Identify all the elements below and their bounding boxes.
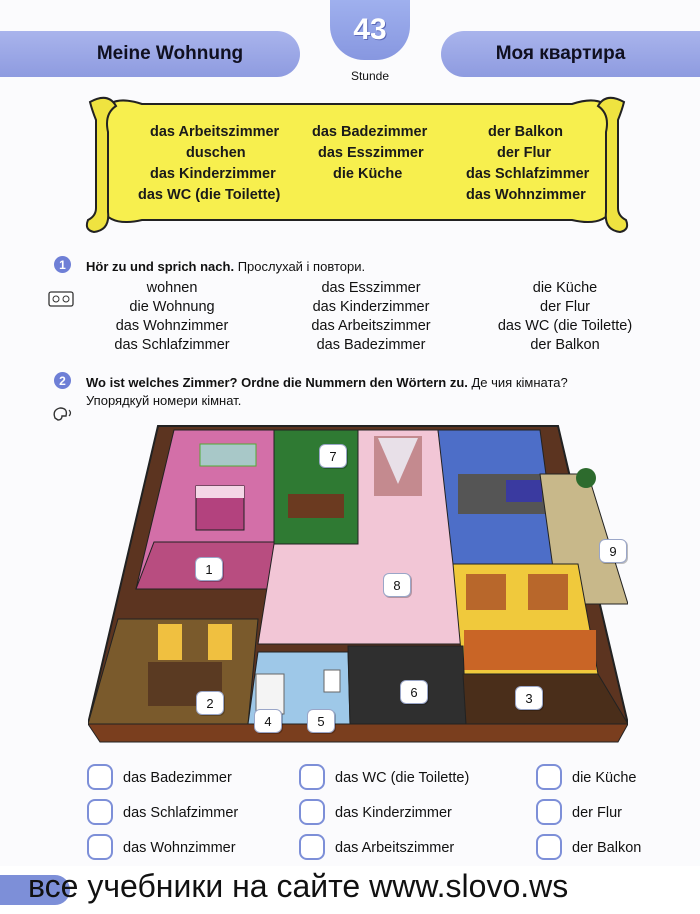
room-number-4: 4 (254, 709, 282, 733)
listen-word: das Wohnzimmer (115, 318, 229, 334)
vocab-word: die Küche (333, 166, 403, 182)
task2-instruction-uk-1: Де чия кімната? (471, 375, 568, 390)
task1-instruction-uk: Прослухай і повтори. (237, 259, 366, 274)
room-number-7: 7 (319, 444, 347, 468)
answer-checkbox[interactable] (87, 799, 113, 825)
vocab-word: das Badezimmer (312, 124, 428, 140)
apartment-illustration (88, 424, 628, 748)
room-number-8: 8 (383, 573, 411, 597)
vocab-word: das Esszimmer (318, 145, 424, 161)
vocab-word: der Balkon (488, 124, 563, 140)
answer-label: das Arbeitszimmer (335, 840, 455, 856)
listen-word: das Schlafzimmer (114, 337, 230, 353)
task1-instruction (86, 259, 365, 274)
listen-word: die Wohnung (129, 299, 215, 315)
lesson-label: Stunde (350, 69, 390, 83)
room-number-3: 3 (515, 686, 543, 710)
answer-checkbox[interactable] (87, 764, 113, 790)
header-title-de: Meine Wohnung (96, 43, 244, 64)
answer-checkbox[interactable] (87, 834, 113, 860)
answer-label: das Wohnzimmer (123, 840, 236, 856)
listen-word: das Kinderzimmer (312, 299, 430, 315)
lesson-number: 43 (353, 13, 387, 46)
task1-number: 1 (54, 256, 71, 273)
answer-label: das WC (die Toilette) (335, 770, 470, 786)
listen-word: das Arbeitszimmer (311, 318, 431, 334)
task2-number: 2 (54, 372, 71, 389)
listen-word: wohnen (146, 280, 198, 296)
task2-instruction (86, 375, 568, 390)
vocab-word: das Arbeitszimmer (150, 124, 280, 140)
header-title-ru-pill (441, 31, 700, 77)
room-number-5: 5 (307, 709, 335, 733)
task1-instruction-de: Hör zu und sprich nach. (86, 259, 235, 274)
answer-label: der Balkon (572, 840, 642, 856)
listen-word: der Flur (540, 299, 590, 315)
answer-checkbox[interactable] (536, 834, 562, 860)
vocab-word: der Flur (497, 145, 551, 161)
footer-watermark-text: все учебники на сайте www.slovo.ws (28, 868, 569, 904)
answer-label: der Flur (572, 805, 622, 821)
vocab-word: duschen (186, 145, 246, 161)
listen-word: die Küche (532, 280, 598, 296)
vocab-word: das Wohnzimmer (466, 187, 586, 203)
answer-label: die Küche (572, 770, 637, 786)
listen-word: das Esszimmer (321, 280, 421, 296)
room-number-6: 6 (400, 680, 428, 704)
answer-label: das Kinderzimmer (335, 805, 452, 821)
lesson-number-tab (330, 0, 410, 60)
room-number-9: 9 (599, 539, 627, 563)
answer-checkbox[interactable] (299, 799, 325, 825)
answer-checkbox[interactable] (299, 764, 325, 790)
answer-checkbox[interactable] (299, 834, 325, 860)
room-number-1: 1 (195, 557, 223, 581)
cassette-icon (48, 290, 74, 308)
answer-checkbox[interactable] (536, 764, 562, 790)
vocab-word: das WC (die Toilette) (138, 187, 281, 203)
listen-word: das WC (die Toilette) (497, 318, 633, 334)
listen-word: das Badezimmer (316, 337, 426, 353)
vocab-word: das Schlafzimmer (466, 166, 590, 182)
room-number-2: 2 (196, 691, 224, 715)
vocab-word: das Kinderzimmer (150, 166, 276, 182)
answer-label: das Schlafzimmer (123, 805, 239, 821)
answer-checkbox[interactable] (536, 799, 562, 825)
answer-label: das Badezimmer (123, 770, 232, 786)
listen-word: der Balkon (530, 337, 600, 353)
header-title-de-pill (0, 31, 300, 77)
task2-instruction-uk-2: Упорядкуй номери кімнат. (86, 393, 242, 408)
task2-instruction-de: Wo ist welches Zimmer? Ordne die Nummern den Wörtern zu. (86, 375, 468, 390)
header-title-ru: Моя квартира (495, 43, 626, 64)
speaking-icon (50, 404, 76, 422)
